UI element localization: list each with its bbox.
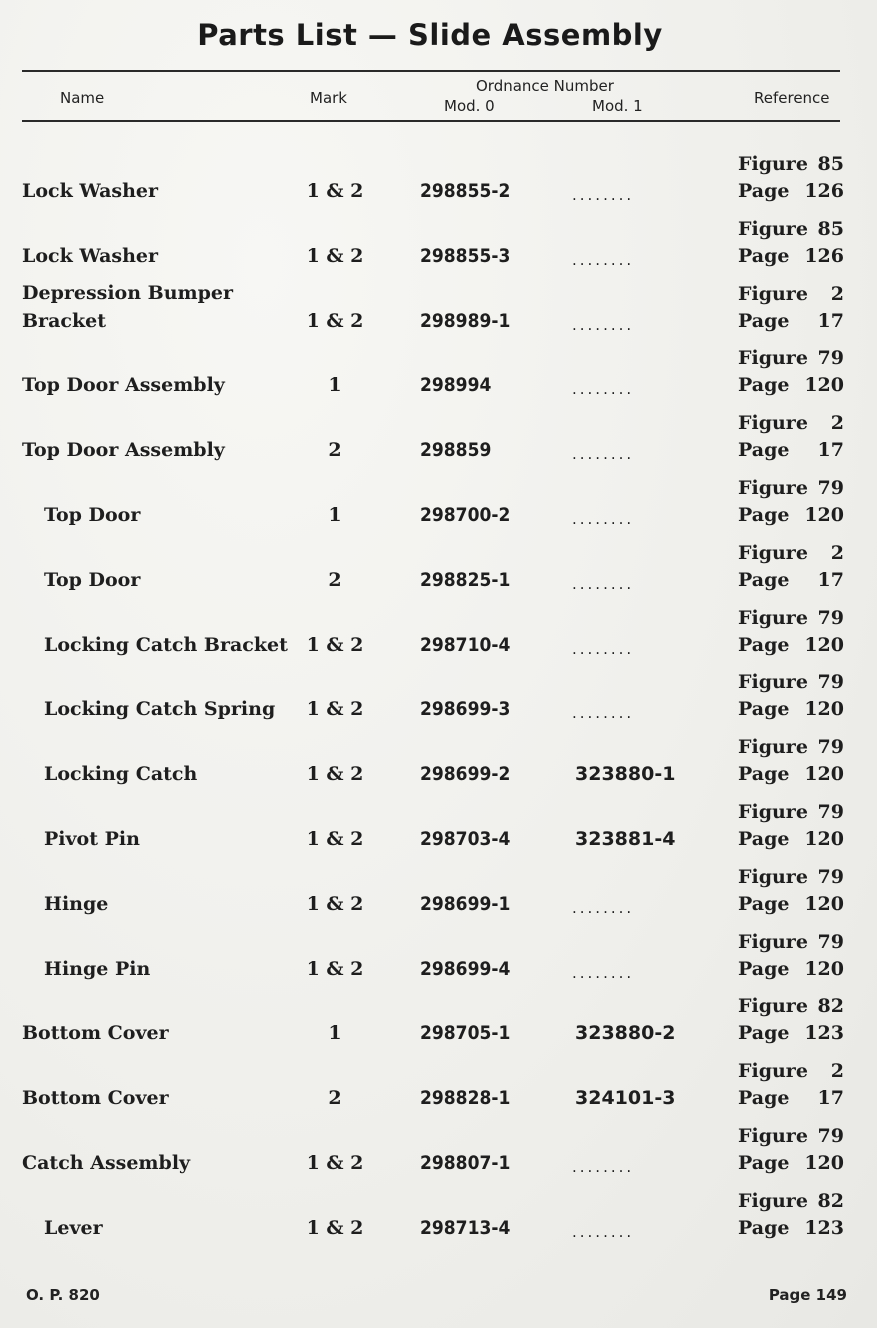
reference-figure-label: Figure [738, 671, 808, 694]
reference-figure-label: Figure [738, 347, 808, 370]
column-header-reference: Reference [754, 89, 830, 107]
part-name-line1: Depression Bumper [22, 281, 234, 304]
reference-figure-number: 79 [817, 800, 844, 823]
part-mod0-number: 298699-2 [420, 763, 511, 786]
part-mod0-number: 298710-4 [420, 633, 511, 656]
part-mark: 2 [328, 439, 342, 462]
reference-figure-label: Figure [738, 736, 808, 759]
part-mod1-number: 323881-4 [575, 827, 676, 850]
part-mark: 1 & 2 [306, 892, 364, 915]
column-header-mark: Mark [310, 89, 347, 107]
reference-figure-number: 2 [830, 282, 844, 305]
part-name: Top Door Assembly [22, 374, 225, 397]
reference-figure-label: Figure [738, 412, 808, 435]
document-number: O. P. 820 [26, 1286, 100, 1304]
table-row [0, 409, 877, 474]
part-mod0-number: 298699-3 [420, 698, 511, 721]
reference-figure-number: 79 [817, 930, 844, 953]
part-mod0-number: 298699-4 [420, 957, 511, 980]
part-mod1-number: ........ [572, 574, 635, 593]
reference-figure-number: 85 [817, 217, 844, 240]
reference-page-label: Page [738, 1151, 790, 1174]
part-mark: 2 [328, 1087, 342, 1110]
part-name: Bottom Cover [22, 1087, 169, 1110]
table-row [0, 733, 877, 798]
table-row [0, 474, 877, 539]
reference-page-label: Page [738, 439, 790, 462]
table-row [0, 992, 877, 1057]
part-mark: 1 & 2 [306, 1151, 364, 1174]
reference-figure-number: 79 [817, 347, 844, 370]
reference-figure-label: Figure [738, 606, 808, 629]
part-mark: 1 [328, 1022, 342, 1045]
table-row [0, 1187, 877, 1252]
table-row [0, 668, 877, 733]
part-name: Lock Washer [22, 244, 158, 267]
part-name: Locking Catch Bracket [44, 633, 288, 656]
reference-page-number: 120 [804, 827, 844, 850]
reference-figure-number: 79 [817, 671, 844, 694]
part-mod0-number: 298855-2 [420, 180, 511, 202]
column-header-name: Name [60, 89, 105, 107]
part-mod1-number: 323880-1 [575, 763, 676, 786]
reference-page-number: 120 [804, 374, 844, 397]
reference-figure-label: Figure [738, 1060, 808, 1083]
reference-page-number: 126 [804, 244, 844, 267]
part-mark: 1 & 2 [306, 698, 364, 721]
part-mod1-number: ........ [572, 639, 635, 658]
part-mod1-number: ........ [572, 380, 635, 399]
reference-figure-label: Figure [738, 930, 808, 953]
reference-figure-number: 79 [817, 1124, 844, 1147]
part-mod1-number: 323880-2 [575, 1022, 676, 1045]
reference-page-number: 123 [804, 1216, 844, 1239]
reference-figure-number: 79 [817, 865, 844, 888]
reference-figure-number: 79 [817, 476, 844, 499]
part-mod1-number: ........ [572, 704, 635, 723]
part-name: Top Door [44, 568, 141, 591]
reference-page-number: 123 [804, 1022, 844, 1045]
reference-figure-label: Figure [738, 541, 808, 564]
reference-page-number: 120 [804, 698, 844, 721]
part-name: Hinge [44, 892, 109, 915]
column-header-ordnance-number: Ordnance Number [476, 77, 614, 95]
reference-page-label: Page [738, 180, 790, 202]
part-mark: 1 [328, 374, 342, 397]
reference-page-number: 120 [804, 503, 844, 526]
part-name: Lever [44, 1216, 103, 1239]
reference-page-label: Page [738, 633, 790, 656]
column-header-mod1: Mod. 1 [592, 97, 643, 115]
reference-page-label: Page [738, 1087, 790, 1110]
reference-page-number: 120 [804, 957, 844, 980]
reference-page-number: 17 [817, 1087, 844, 1110]
table-row [0, 863, 877, 928]
reference-figure-label: Figure [738, 1124, 808, 1147]
reference-page-label: Page [738, 374, 790, 397]
part-mark: 1 [328, 503, 342, 526]
reference-page-number: 120 [804, 763, 844, 786]
reference-figure-number: 2 [830, 412, 844, 435]
table-row [0, 798, 877, 863]
reference-figure-number: 2 [830, 1060, 844, 1083]
part-mod0-number: 298703-4 [420, 827, 511, 850]
part-name-line2: Bracket [22, 309, 106, 332]
reference-figure-label: Figure [738, 1189, 808, 1212]
page-number: Page 149 [768, 1286, 847, 1304]
table-row [0, 344, 877, 409]
reference-page-number: 17 [817, 439, 844, 462]
reference-page-label: Page [738, 763, 790, 786]
part-mod1-number: ........ [572, 898, 635, 917]
reference-page-label: Page [738, 892, 790, 915]
part-mod0-number: 298825-1 [420, 568, 511, 591]
part-mod1-number: ........ [572, 963, 635, 982]
reference-figure-number: 85 [817, 153, 844, 175]
part-mark: 1 & 2 [306, 763, 364, 786]
reference-page-number: 120 [804, 892, 844, 915]
reference-page-label: Page [738, 244, 790, 267]
part-mark: 1 & 2 [306, 1216, 364, 1239]
part-name: Top Door Assembly [22, 439, 225, 462]
part-name: Locking Catch Spring [44, 698, 276, 721]
parts-table [0, 150, 877, 1252]
part-mod1-number: ........ [572, 1222, 635, 1241]
table-row [0, 215, 877, 280]
part-mod0-number: 298994 [420, 374, 492, 397]
reference-page-number: 126 [804, 180, 844, 202]
table-row [0, 150, 877, 215]
part-name: Catch Assembly [22, 1151, 191, 1174]
reference-figure-number: 79 [817, 606, 844, 629]
part-name: Hinge Pin [44, 957, 151, 980]
reference-figure-number: 82 [817, 995, 844, 1018]
table-row [0, 604, 877, 669]
part-mod0-number: 298699-1 [420, 892, 511, 915]
reference-page-number: 17 [817, 568, 844, 591]
part-mod1-number: ........ [572, 509, 635, 528]
reference-page-label: Page [738, 1216, 790, 1239]
reference-page-number: 17 [817, 309, 844, 332]
part-mark: 2 [328, 568, 342, 591]
header-bottom-rule [22, 120, 840, 122]
part-mod0-number: 298807-1 [420, 1151, 511, 1174]
reference-page-label: Page [738, 503, 790, 526]
part-name: Pivot Pin [44, 827, 140, 850]
reference-figure-label: Figure [738, 282, 808, 305]
column-header-mod0: Mod. 0 [444, 97, 495, 115]
header-top-rule [22, 70, 840, 72]
table-row [0, 1057, 877, 1122]
reference-page-label: Page [738, 957, 790, 980]
table-row [0, 1122, 877, 1187]
part-mod0-number: 298859 [420, 439, 492, 462]
reference-page-number: 120 [804, 633, 844, 656]
reference-figure-label: Figure [738, 476, 808, 499]
reference-figure-label: Figure [738, 217, 808, 240]
part-mod1-number: ........ [572, 186, 635, 204]
reference-figure-label: Figure [738, 995, 808, 1018]
reference-page-label: Page [738, 698, 790, 721]
reference-figure-number: 2 [830, 541, 844, 564]
table-row [0, 539, 877, 604]
part-mark: 1 & 2 [306, 244, 364, 267]
part-mark: 1 & 2 [306, 957, 364, 980]
reference-figure-number: 82 [817, 1189, 844, 1212]
part-mod0-number: 298713-4 [420, 1216, 511, 1239]
reference-figure-label: Figure [738, 153, 808, 175]
part-mark: 1 & 2 [306, 827, 364, 850]
part-mod1-number: 324101-3 [575, 1087, 676, 1110]
part-mod1-number: ........ [572, 1157, 635, 1176]
part-mark: 1 & 2 [306, 309, 364, 332]
page-title: Parts List — Slide Assembly [197, 18, 663, 52]
part-mod1-number: ........ [572, 250, 635, 269]
part-mark: 1 & 2 [306, 180, 364, 202]
reference-page-number: 120 [804, 1151, 844, 1174]
reference-page-label: Page [738, 309, 790, 332]
part-mod0-number: 298855-3 [420, 244, 511, 267]
part-name: Locking Catch [44, 763, 198, 786]
part-mod0-number: 298828-1 [420, 1087, 511, 1110]
part-mod0-number: 298989-1 [420, 309, 511, 332]
part-name: Bottom Cover [22, 1022, 169, 1045]
reference-figure-label: Figure [738, 800, 808, 823]
reference-page-label: Page [738, 1022, 790, 1045]
table-row [0, 280, 877, 345]
part-name: Lock Washer [22, 180, 158, 202]
part-mod0-number: 298705-1 [420, 1022, 511, 1045]
part-mod1-number: ........ [572, 315, 635, 334]
part-mod1-number: ........ [572, 445, 635, 464]
reference-page-label: Page [738, 568, 790, 591]
reference-page-label: Page [738, 827, 790, 850]
reference-figure-number: 79 [817, 736, 844, 759]
part-name: Top Door [44, 503, 141, 526]
table-row [0, 928, 877, 993]
reference-figure-label: Figure [738, 865, 808, 888]
part-mod0-number: 298700-2 [420, 503, 511, 526]
part-mark: 1 & 2 [306, 633, 364, 656]
